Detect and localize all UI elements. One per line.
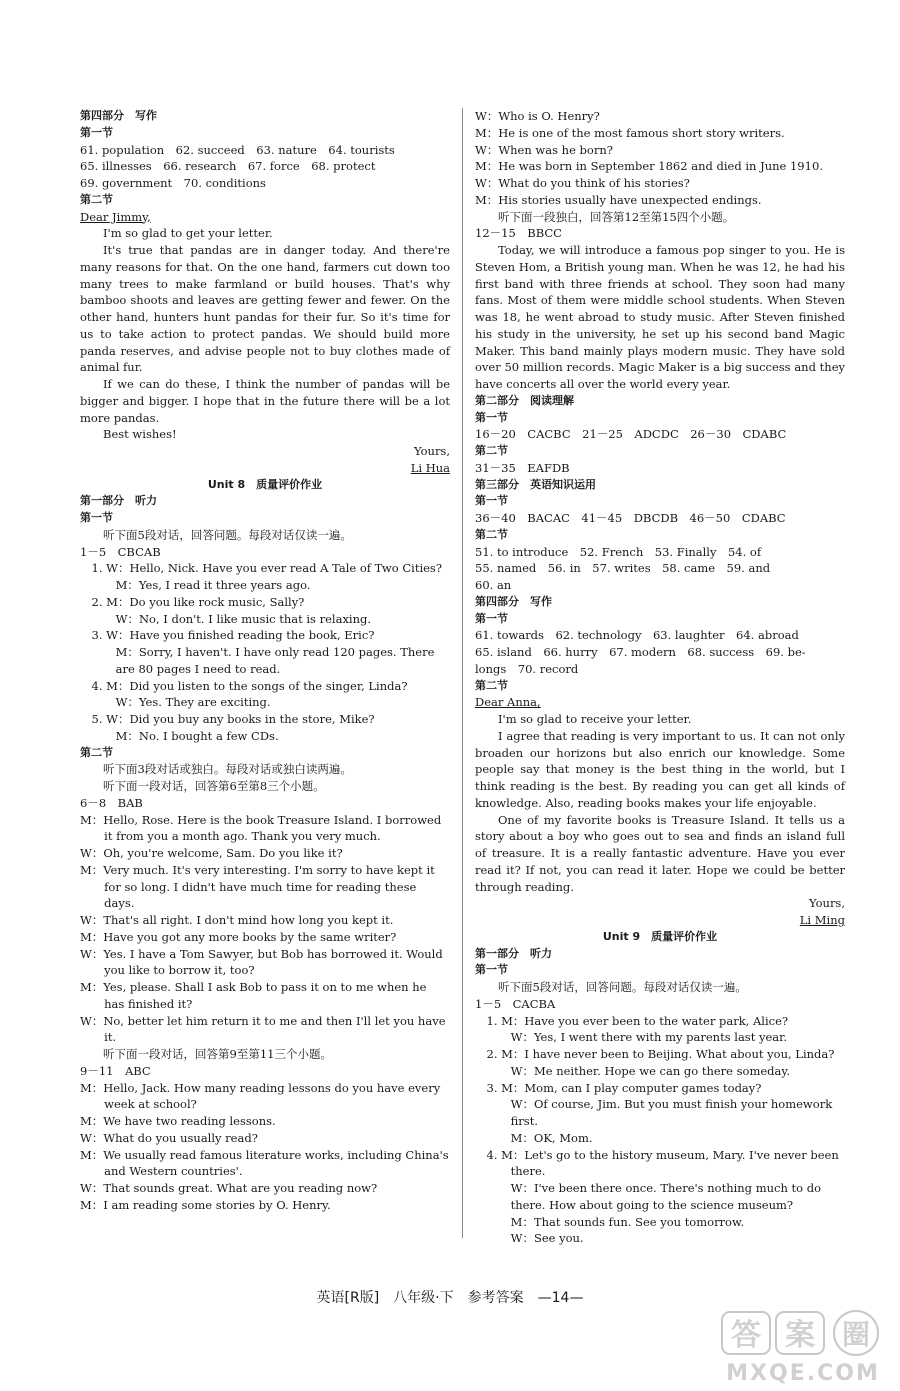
right-text-dnc: W：Yes, I went there with my parents last year. xyxy=(510,1030,788,1045)
right-text-l: 51. to introduce 52. French 53. Finally 54. of xyxy=(475,544,762,559)
right-text-d: M：He is one of the most famous short story writers. xyxy=(475,125,785,140)
left-column xyxy=(80,108,450,1214)
right-text-d: M：His stories usually have unexpected endings. xyxy=(475,192,762,207)
right-text-l: 55. named 56. in 57. writes 58. came 59. and xyxy=(475,561,771,576)
right-text-dn: 2. M：I have never been to Beijing. What about you, Linda? xyxy=(486,1047,835,1061)
right-text-d: W：When was he born? xyxy=(475,142,613,157)
right-text-i: 听下面一段独白，回答第12至第15四个小题。 xyxy=(498,209,735,224)
left-text-h: 第二节 xyxy=(80,745,113,759)
left-text-dnc: M：No. I bought a few CDs. xyxy=(115,728,279,743)
right-text-l: 60. an xyxy=(475,578,512,592)
right-text-dnc: M：That sounds fun. See you tomorrow. xyxy=(510,1214,745,1229)
left-text-h: 第一节 xyxy=(80,511,113,524)
left-text-r: Yours, xyxy=(414,444,450,458)
right-text-p: Today, we will introduce a famous pop singer to you. He is Steven Hom, a British young man. When he was 12, he had his first band with three friends at school. They soon had many fans. Most of them were middle school students. When Steven was 18, he went abroad to study music. After Steven finished his study in the university, he set up his second band Magic Maker. This band mainly plays modern music. They have sold over 50 million records. Magic Maker is a big success and they have concerts all over the world every year. xyxy=(475,243,845,391)
left-text-dn: 1. W：Hello, Nick. Have you ever read A Tale of Two Cities? xyxy=(91,561,442,576)
right-text-h: 第二部分 阅读理解 xyxy=(475,393,574,407)
right-text-h: 第二节 xyxy=(475,678,508,692)
left-text-dn: 3. W：Have you finished reading the book, Eric? xyxy=(91,628,375,643)
left-text-l: 6－8 BAB xyxy=(80,795,143,810)
left-text-h: 第二节 xyxy=(80,192,113,206)
right-text-h: 第一部分 听力 xyxy=(475,946,552,960)
left-text-h: 第四部分 写作 xyxy=(80,109,157,122)
left-text-dnc: M：Sorry, I haven't. I have only read 120 pages. There are 80 pages I need to read. xyxy=(115,645,435,676)
right-text-l: 36－40 BACAC 41－45 DBCDB 46－50 CDABC xyxy=(475,511,786,525)
right-text-d: W：What do you think of his stories? xyxy=(475,176,690,190)
left-text-d: W：No, better let him return it to me and then I'll let you have it. xyxy=(80,1013,446,1045)
left-text-p: I'm so glad to get your letter. xyxy=(103,226,273,241)
right-text-h: 第一节 xyxy=(475,611,508,625)
left-text-d: W：That's all right. I don't mind how long you kept it. xyxy=(80,913,394,927)
right-text-dnc: W：Me neither. Hope we can go there someday. xyxy=(510,1063,791,1078)
left-text-p: It's true that pandas are in danger today. And there're many reasons for that. On the one hand, farmers cut down too many trees to make farmland or build houses. That's why bamboo shoots and leaves are getting fewer and fewer. On the other hand, hunters hunt pandas for their fur. So it's time for us to take action to protect pandas. We should build more panda reserves, and advise people not to buy clothes made of animal fur. xyxy=(80,243,450,375)
left-text-dnc: W：No, I don't. I like music that is relaxing. xyxy=(115,611,372,626)
right-text-p: One of my favorite books is Treasure Island. It tells us a story about a boy who goes out to sea and finds an island full of treasure. It is a really fantastic adventure. Have you ever read it? If not, you can read it later. Hope we could be better through reading. xyxy=(475,812,845,894)
right-text-dnc: W：See you. xyxy=(510,1231,584,1246)
right-text-l: 1－5 CACBA xyxy=(475,996,556,1011)
right-text-dn: 4. M：Let's go to the history museum, Mary. I've never been there. xyxy=(486,1147,839,1179)
left-text-l: 65. illnesses 66. research 67. force 68. protect xyxy=(80,159,376,174)
right-text-dnc: M：OK, Mom. xyxy=(510,1130,593,1145)
signature-name: Li Hua xyxy=(410,460,450,475)
left-text-d: W：That sounds great. What are you reading now? xyxy=(80,1181,378,1195)
left-text-i: 听下面3段对话或独白。每段对话或独白读两遍。 xyxy=(103,762,352,777)
left-text-dn: 2. M：Do you like rock music, Sally? xyxy=(91,594,305,609)
right-text-h: 第二节 xyxy=(475,444,508,457)
right-text-l: 12－15 BBCC xyxy=(475,226,562,241)
right-text-l: 31－35 EAFDB xyxy=(475,460,570,475)
left-text-d: M：Hello, Jack. How many reading lessons do you have every week at school? xyxy=(80,1080,441,1112)
right-text-dnc: W：Of course, Jim. But you must finish your homework first. xyxy=(510,1097,833,1128)
left-text-d: M：Hello, Rose. Here is the book Treasure Island. I borrowed it from you a month ago. Thank you very much. xyxy=(80,812,442,844)
left-text-p: Best wishes! xyxy=(103,427,177,442)
right-text-p: I'm so glad to receive your letter. xyxy=(498,712,692,726)
right-text-c: Unit 9 质量评价作业 xyxy=(602,929,718,943)
page-footer: 英语[R版] 八年级·下 参考答案 —14— xyxy=(316,1290,584,1306)
right-text-l: 61. towards 62. technology 63. laughter 64. abroad xyxy=(475,628,799,643)
left-text-l: 9－11 ABC xyxy=(80,1063,151,1078)
right-text-r: Yours, xyxy=(809,896,845,911)
right-text-p: I agree that reading is very important to us. It can not only broaden our horizons but also enrich our knowledge. Some people say that money is the best thing in the world, but I think reading is the best. By reading you can get all kinds of knowledge. Also, reading books makes your life enjoyable. xyxy=(475,728,845,810)
right-text-dnc: W：I've been there once. There's nothing much to do there. How about going to the science museum? xyxy=(510,1181,822,1212)
right-text-i: 听下面5段对话，回答问题。每段对话仅读一遍。 xyxy=(498,980,747,994)
left-text-h: 第一节 xyxy=(80,125,113,139)
right-text-d: M：He was born in September 1862 and died in June 1910. xyxy=(475,159,823,174)
right-text-d: W：Who is O. Henry? xyxy=(475,109,600,123)
left-text-d: M：Very much. It's very interesting. I'm sorry to have kept it for so long. I didn't have much time for reading these days. xyxy=(80,862,435,911)
right-text-h: 第一节 xyxy=(475,494,508,508)
left-text-d: M：Yes, please. Shall I ask Bob to pass it on to me when he has finished it? xyxy=(80,980,427,1011)
left-text-d: M：We usually read famous literature works, including China's and Western countries'. xyxy=(80,1147,449,1179)
left-text-d: M：I am reading some stories by O. Henry. xyxy=(80,1197,331,1212)
left-text-i: 听下面一段对话，回答第9至第11三个小题。 xyxy=(103,1047,332,1061)
left-text-p: If we can do these, I think the number of pandas will be bigger and bigger. I hope that in the future there will be a lot more pandas. xyxy=(80,377,450,425)
right-text-h: 第二节 xyxy=(475,527,508,541)
left-text-dnc: M：Yes, I read it three years ago. xyxy=(115,578,311,592)
left-text-ru xyxy=(80,460,450,477)
left-text-d: M：Have you got any more books by the same writer? xyxy=(80,929,397,944)
watermark-logo xyxy=(718,1308,888,1386)
right-text-l: longs 70. record xyxy=(475,661,579,676)
left-text-d: M：We have two reading lessons. xyxy=(80,1114,276,1128)
left-text-dnc: W：Yes. They are exciting. xyxy=(115,695,271,710)
svg-text:MXQE.COM: MXQE.COM xyxy=(726,1361,880,1386)
right-text-dn: 3. M：Mom, can I play computer games today? xyxy=(486,1080,762,1095)
left-text-dn: 4. M：Did you listen to the songs of the singer, Linda? xyxy=(91,678,408,693)
right-text-l: 65. island 66. hurry 67. modern 68. success 69. be- xyxy=(475,645,806,659)
left-text-d: W：What do you usually read? xyxy=(80,1130,258,1145)
left-text-l: 69. government 70. conditions xyxy=(80,176,266,190)
right-text-dn: 1. M：Have you ever been to the water park, Alice? xyxy=(486,1013,789,1028)
right-text-u: Dear Anna, xyxy=(475,695,541,710)
svg-text:圈: 圈 xyxy=(841,1318,871,1351)
svg-text:案: 案 xyxy=(785,1318,815,1353)
left-text-d: W：Oh, you're welcome, Sam. Do you like it? xyxy=(80,846,343,860)
left-text-u: Dear Jimmy, xyxy=(80,209,151,224)
left-text-dn: 5. W：Did you buy any books in the store, Mike? xyxy=(91,712,375,726)
left-text-i: 听下面5段对话，回答问题。每段对话仅读一遍。 xyxy=(103,527,352,542)
left-text-d: W：Yes. I have a Tom Sawyer, but Bob has borrowed it. Would you like to borrow it, too? xyxy=(80,946,443,978)
svg-text:答: 答 xyxy=(731,1318,761,1353)
right-text-l: 16－20 CACBC 21－25 ADCDC 26－30 CDABC xyxy=(475,427,787,442)
right-column xyxy=(475,108,845,1247)
right-text-h: 第三部分 英语知识运用 xyxy=(475,477,596,491)
left-text-l: 61. population 62. succeed 63. nature 64. tourists xyxy=(80,142,395,157)
left-text-i: 听下面一段对话，回答第6至第8三个小题。 xyxy=(103,779,325,793)
left-text-c: Unit 8 质量评价作业 xyxy=(207,477,323,491)
right-text-h: 第一节 xyxy=(475,410,508,424)
right-text-ru xyxy=(475,912,845,929)
column-divider xyxy=(462,108,463,1238)
right-text-h: 第四部分 写作 xyxy=(475,594,552,608)
left-text-l: 1－5 CBCAB xyxy=(80,544,161,559)
right-text-h: 第一节 xyxy=(475,963,508,977)
signature-name: Li Ming xyxy=(799,913,845,927)
left-text-h: 第一部分 听力 xyxy=(80,494,157,508)
